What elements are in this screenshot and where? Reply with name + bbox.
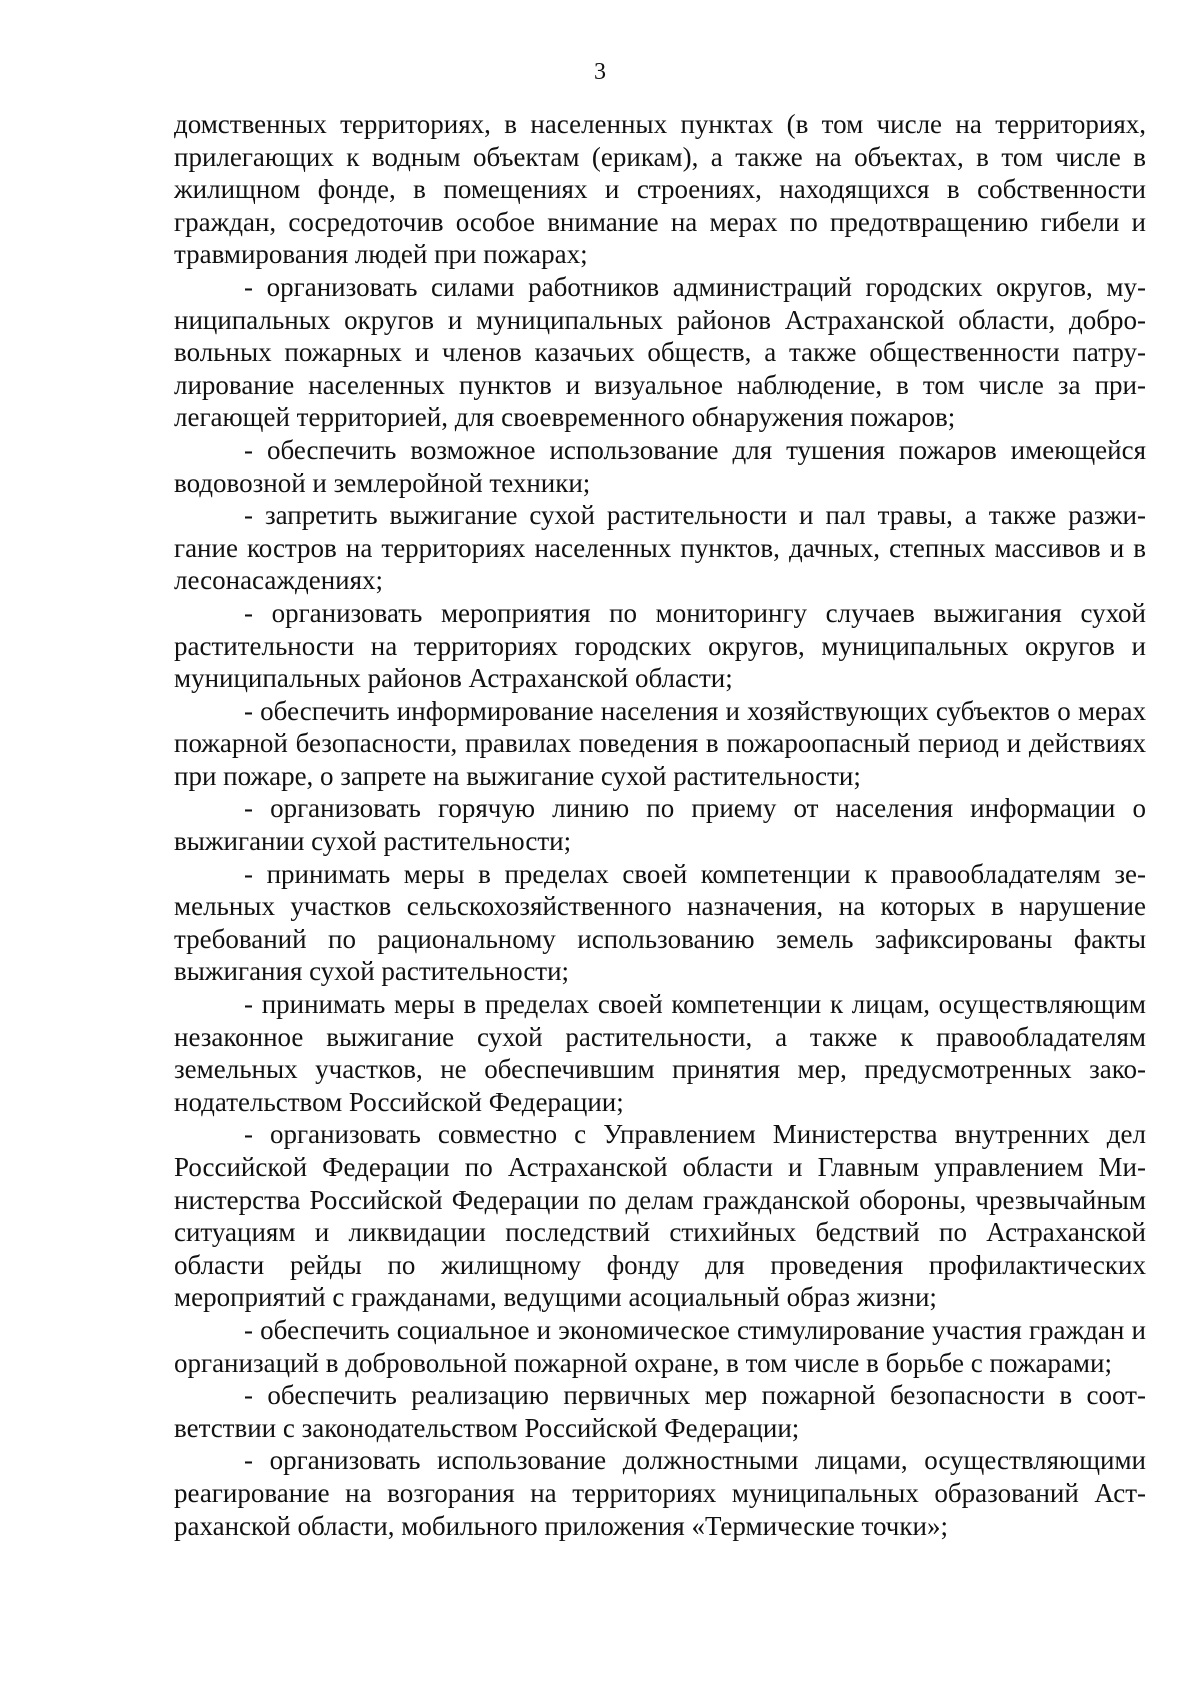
paragraph-burning-ban: - запретить выжигание сухой растительности и пал травы, а также разжигание костров на территориях населенных пунктов, дачных, степных массивов и в лесонасаждениях;	[174, 500, 1146, 596]
paragraph-primary-measures: - обеспечить реализацию первичных мер пожарной безопасности в соответствии с законодательством Российской Федерации;	[174, 1380, 1146, 1443]
paragraph-continuation: домственных территориях, в населенных пунктах (в том числе на территориях, прилегающих к водным объектам (ерикам), а также на объектах, в том числе в жилищном фонде, в помещениях и строениях, находящихся в собственности граждан, сосредоточив особое внимание на мерах по предотвращению гибели и травмирования людей при пожарах;	[174, 109, 1146, 270]
paragraph-mobile-app: - организовать использование должностными лицами, осуществляющими реагирование на возгорания на территориях муниципальных образований Астраханской области, мобильного приложения «Термические точки»;	[174, 1445, 1146, 1541]
paragraph-equipment: - обеспечить возможное использование для тушения пожаров имеющейся водовозной и землеройной техники;	[174, 434, 1146, 498]
paragraph-raids: - организовать совместно с Управлением Министерства внутренних дел Российской Федерации по Астраханской области и Главным управлением Министерства Российской Федерации по делам гражданской обороны, чрезвычайным ситуациям и ликвидации последствий стихийных бедствий по Астраханской области рейды по жилищному фонду для проведения профилактических мероприятий с гражданами, ведущими асоциальный образ жизни;	[174, 1119, 1146, 1313]
paragraph-hotline: - организовать горячую линию по приему от населения информации о выжигании сухой растительности;	[174, 793, 1146, 857]
paragraph-violators: - принимать меры в пределах своей компетенции к лицам, осуществляющим незаконное выжигание сухой растительности, а также к правообладателям земельных участков, не обеспечившим принятия мер, предусмотренных законодательством Российской Федерации;	[174, 989, 1146, 1117]
paragraph-monitoring: - организовать мероприятия по мониторингу случаев выжигания сухой растительности на территориях городских округов, муниципальных округов и муниципальных районов Астраханской области;	[174, 597, 1146, 694]
paragraph-land-owners: - принимать меры в пределах своей компетенции к правообладателям земельных участков сельскохозяйственного назначения, на которых в нарушение требований по рациональному использованию земель зафиксированы факты выжигания сухой растительности;	[174, 858, 1146, 987]
paragraph-informing: - обеспечить информирование населения и хозяйствующих субъектов о мерах пожарной безопасности, правилах поведения в пожароопасный период и действиях при пожаре, о запрете на выжигание сухой растительности;	[174, 695, 1146, 791]
paragraph-patrol: - организовать силами работников администраций городских округов, муниципальных округов и муниципальных районов Астраханской области, добровольных пожарных и членов казачьих обществ, а также общественности патрулирование населенных пунктов и визуальное наблюдение, в том числе за прилегающей территорией, для своевременного обнаружения пожаров;	[174, 271, 1146, 433]
paragraph-volunteer-incentives: - обеспечить социальное и экономическое стимулирование участия граждан и организаций в добровольной пожарной охране, в том числе в борьбе с пожарами;	[174, 1314, 1146, 1378]
document-body	[174, 108, 1146, 1542]
page-number: 3	[594, 59, 606, 85]
